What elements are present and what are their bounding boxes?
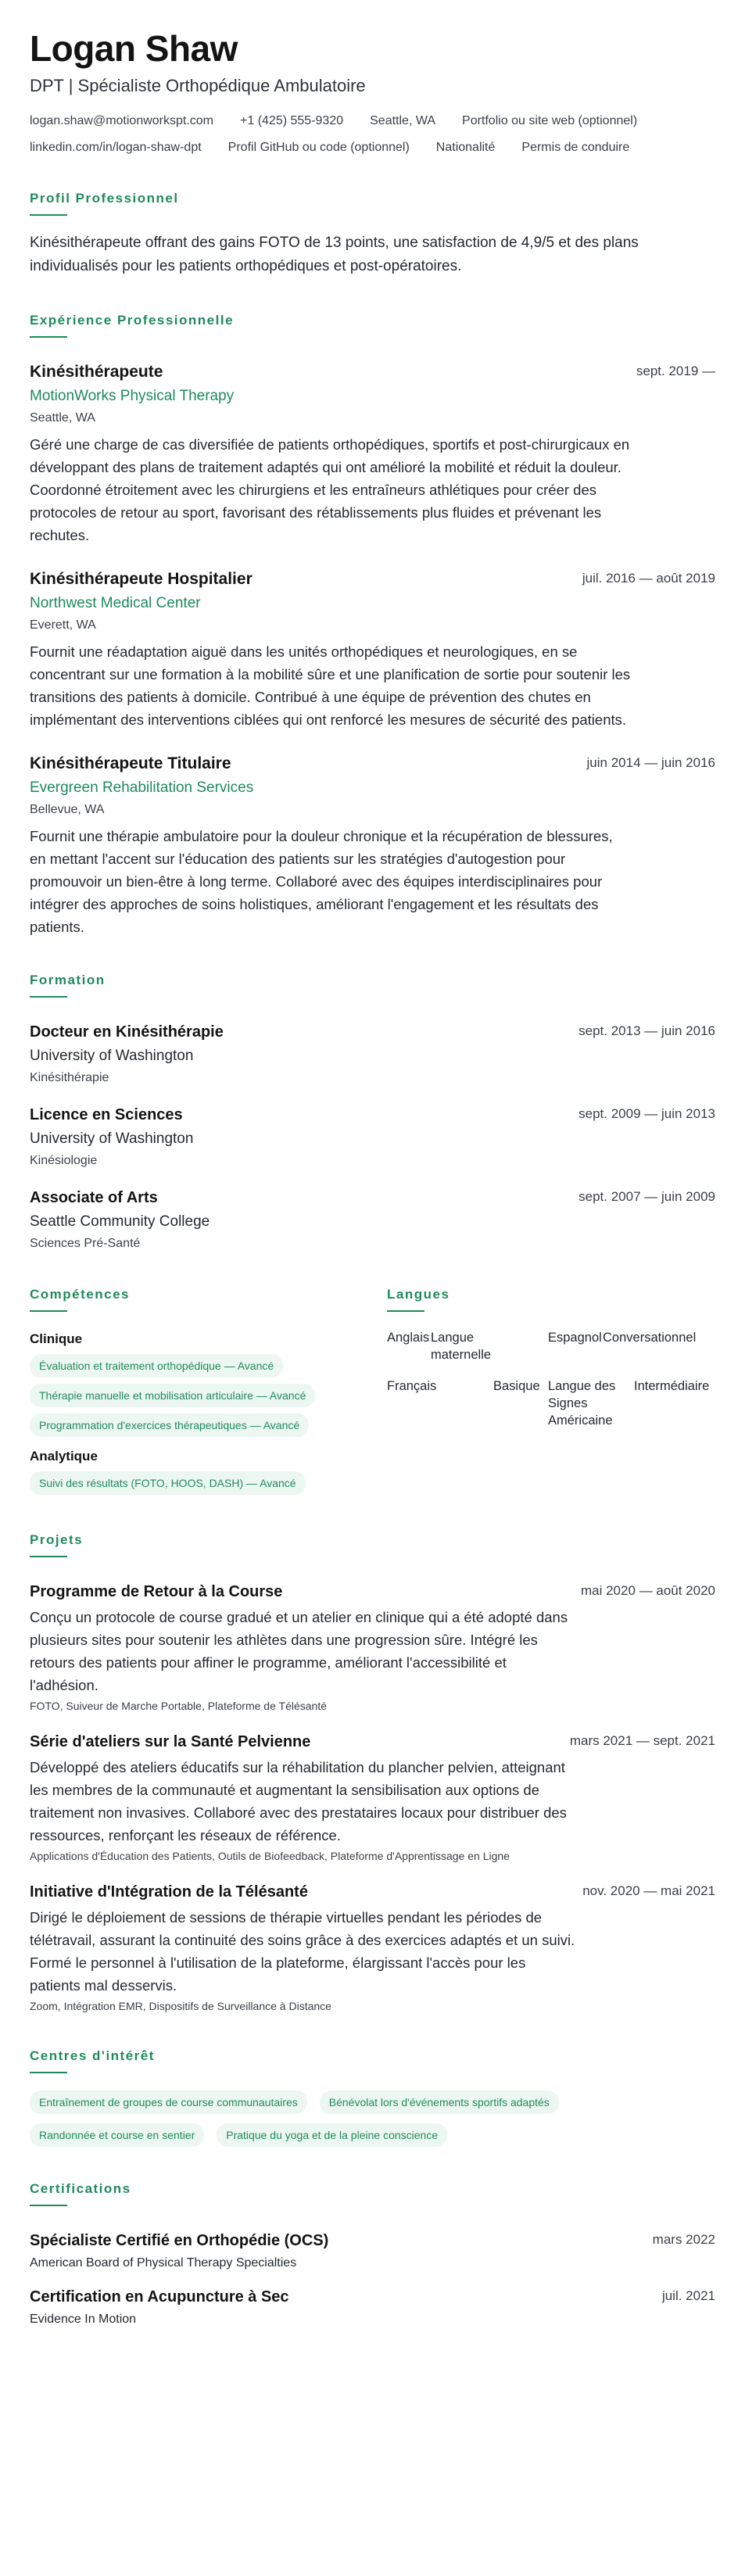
project-name: Série d'ateliers sur la Santé Pelvienne [30, 1733, 311, 1750]
job-dates: juin 2014 — juin 2016 [586, 755, 715, 770]
certifications-section [30, 2181, 715, 2328]
interest-chip: Pratique du yoga et de la pleine conscience [217, 2123, 447, 2147]
section-divider [30, 214, 67, 216]
section-divider [30, 1310, 67, 1312]
contact-nationality: Nationalité [435, 141, 496, 154]
contact-email[interactable]: logan.shaw@motionworkspt.com [30, 114, 214, 127]
education-item [30, 1021, 715, 1087]
school-name: Seattle Community College [30, 1213, 210, 1230]
project-item [30, 1881, 715, 2014]
interest-chip: Entraînement de groupes de course communautaires [30, 2091, 307, 2114]
interest-chip: Randonnée et course en sentier [30, 2123, 204, 2147]
job-description: Fournit une réadaptation aiguë dans les unités orthopédiques et neurologiques, en se concentrant sur une formation à la mobilité sûre et une planification de sortie pour soutenir les transitions des patients à domicile. Contribué à une équipe de prévention des chutes en implémentant des interventions ciblées qui ont renforcé les mesures de sécurité des patients. [30, 643, 631, 728]
section-title-projects: Projets [30, 1532, 84, 1547]
certification-name: Spécialiste Certifié en Orthopédie (OCS) [30, 2232, 329, 2249]
section-divider [30, 2072, 67, 2073]
job-dates: sept. 2019 — [636, 364, 715, 378]
degree-title: Associate of Arts [30, 1189, 158, 1206]
job-role: Kinésithérapeute Titulaire [30, 754, 231, 772]
certification-issuer: American Board of Physical Therapy Specialties [30, 2256, 297, 2270]
skill-chip-list [30, 1471, 387, 1495]
study-field: Sciences Pré-Santé [30, 1237, 141, 1250]
contact-linkedin[interactable]: linkedin.com/in/logan-shaw-dpt [30, 141, 202, 154]
contact-license: Permis de conduire [521, 141, 630, 154]
skills-section [30, 1287, 387, 1501]
languages-section [387, 1287, 715, 1501]
certification-issuer: Evidence In Motion [30, 2313, 137, 2326]
section-title-languages: Langues [387, 1287, 450, 1302]
study-field: Kinésiologie [30, 1154, 98, 1167]
certification-item [30, 2286, 715, 2328]
interests-section [30, 2048, 715, 2147]
skill-chip: Suivi des résultats (FOTO, HOOS, DASH) — Avancé [30, 1471, 306, 1495]
project-dates: mai 2020 — août 2020 [580, 1583, 715, 1598]
experience-section [30, 313, 715, 938]
job-description: Fournit une thérapie ambulatoire pour la douleur chronique et la récupération de blessures, en mettant l'accent sur l'éducation des patients sur les stratégies d'autogestion pour promouvoir un bien-être à long terme. Collaboré avec des équipes interdisciplinaires pour intégrer des approches de soins holistiques, améliorant l'engagement et les résultats des patients. [30, 828, 613, 935]
section-title-interests: Centres d'intérêt [30, 2048, 155, 2063]
skill-chip-list [30, 1354, 387, 1437]
job-company: Northwest Medical Center [30, 595, 201, 611]
section-divider [30, 996, 67, 998]
contact-location: Seattle, WA [370, 114, 436, 127]
education-item [30, 1187, 715, 1252]
education-dates: sept. 2009 — juin 2013 [578, 1106, 715, 1121]
education-dates: sept. 2013 — juin 2016 [578, 1023, 715, 1038]
job-company: MotionWorks Physical Therapy [30, 388, 235, 404]
contact-row-2 [30, 139, 715, 156]
project-description: Développé des ateliers éducatifs sur la réhabilitation du plancher pelvien, atteignant les membres de la communauté et augmentant la sensibilisation aux options de traitement non invasives. Collaboré avec des prestataires locaux pour distribuer des ressources, renforçant les réseaux de référence. [30, 1759, 567, 1843]
section-title-experience: Expérience Professionnelle [30, 313, 235, 328]
school-name: University of Washington [30, 1048, 194, 1064]
degree-title: Licence en Sciences [30, 1106, 183, 1123]
project-description: Conçu un protocole de course gradué et un atelier en clinique qui a été adopté dans plusieurs sites pour soutenir les athlètes dans une progression sûre. Intégré les retours des patients pour affiner le programme, améliorant l'accessibilité et l'adhésion. [30, 1609, 568, 1693]
project-name: Initiative d'Intégration de la Télésanté [30, 1883, 308, 1901]
candidate-headline: DPT | Spécialiste Orthopédique Ambulatoire [30, 76, 366, 95]
language-name: Français [387, 1379, 437, 1393]
interest-chip-row [30, 2123, 715, 2147]
skill-chip: Thérapie manuelle et mobilisation articulaire — Avancé [30, 1384, 315, 1407]
job-location: Seattle, WA [30, 411, 95, 425]
job-dates: juil. 2016 — août 2019 [582, 571, 715, 586]
skills-languages-row [30, 1287, 715, 1501]
language-name: Langue des Signes Américaine [548, 1379, 616, 1428]
section-title-certifications: Certifications [30, 2181, 131, 2196]
job-role: Kinésithérapeute Hospitalier [30, 570, 253, 588]
interest-chip: Bénévolat lors d'événements sportifs adaptés [320, 2091, 559, 2114]
job-location: Everett, WA [30, 618, 96, 632]
project-tools: FOTO, Suiveur de Marche Portable, Plateforme de Télésanté [30, 1700, 328, 1712]
language-level: Conversationnel [603, 1331, 697, 1345]
section-divider [30, 1556, 67, 1557]
project-description: Dirigé le déploiement de sessions de thérapie virtuelles pendant les périodes de télétravail, assurant la continuité des soins grâce à des exercices adaptés et un suivi. Formé le personnel à l'utilisation de la plateforme, élargissant l'accès pour les patients mal desservis. [30, 1909, 575, 1994]
section-title-education: Formation [30, 973, 106, 987]
skill-group-clinical: Clinique [30, 1331, 83, 1346]
skill-chip: Programmation d'exercices thérapeutiques — Avancé [30, 1413, 309, 1437]
certification-name: Certification en Acupuncture à Sec [30, 2288, 289, 2306]
skill-group-analytics: Analytique [30, 1449, 98, 1464]
degree-title: Docteur en Kinésithérapie [30, 1023, 224, 1041]
education-item [30, 1104, 715, 1170]
language-level: Intermédiaire [634, 1379, 710, 1393]
profile-section [30, 191, 715, 278]
education-section [30, 973, 715, 1252]
school-name: University of Washington [30, 1130, 194, 1147]
language-name: Espagnol [548, 1331, 602, 1345]
contact-portfolio[interactable]: Portfolio ou site web (optionnel) [462, 114, 638, 127]
section-title-profile: Profil Professionnel [30, 191, 179, 206]
study-field: Kinésithérapie [30, 1071, 109, 1084]
experience-item [30, 753, 715, 938]
project-item [30, 1731, 715, 1864]
section-divider [387, 1310, 424, 1312]
candidate-name: Logan Shaw [30, 28, 238, 69]
experience-item [30, 568, 715, 731]
job-description: Géré une charge de cas diversifiée de patients orthopédiques, sportifs et post-chirurgicaux en développant des plans de traitement adaptés qui ont amélioré la mobilité et réduit la douleur. Coordonné étroitement avec les chirurgiens et les entraîneurs athlétiques pour créer des protocoles de retour au sport, favorisant des rétablissements plus fluides et prévenant les rechutes. [30, 436, 630, 543]
languages-table [387, 1329, 715, 1429]
job-role: Kinésithérapeute [30, 363, 163, 381]
section-title-skills: Compétences [30, 1287, 130, 1302]
interest-chip-row [30, 2091, 715, 2114]
project-dates: nov. 2020 — mai 2021 [582, 1883, 715, 1898]
project-dates: mars 2021 — sept. 2021 [569, 1733, 715, 1748]
language-row [387, 1329, 715, 1363]
project-item [30, 1581, 715, 1714]
job-company: Evergreen Rehabilitation Services [30, 779, 254, 796]
certification-item [30, 2230, 715, 2272]
experience-item [30, 361, 715, 546]
language-row [387, 1378, 715, 1429]
resume-header [30, 28, 715, 156]
project-tools: Zoom, Intégration EMR, Dispositifs de Surveillance à Distance [30, 2000, 331, 2012]
education-dates: sept. 2007 — juin 2009 [578, 1189, 715, 1204]
skill-chip: Évaluation et traitement orthopédique — Avancé [30, 1354, 283, 1378]
certification-date: juil. 2021 [661, 2288, 715, 2303]
language-level: Basique [493, 1379, 540, 1393]
certification-date: mars 2022 [652, 2232, 715, 2247]
project-name: Programme de Retour à la Course [30, 1583, 283, 1600]
section-divider [30, 336, 67, 338]
section-divider [30, 2205, 67, 2206]
contact-phone[interactable]: +1 (425) 555-9320 [240, 114, 344, 127]
language-level: Langue maternelle [431, 1331, 492, 1362]
language-name: Anglais [387, 1331, 430, 1345]
contact-github[interactable]: Profil GitHub ou code (optionnel) [227, 141, 410, 154]
profile-summary: Kinésithérapeute offrant des gains FOTO de 13 points, une satisfaction de 4,9/5 et des plans individualisés pour les patients orthopédiques et post-opératoires. [30, 235, 639, 274]
job-location: Bellevue, WA [30, 803, 105, 816]
projects-section [30, 1532, 715, 2014]
project-tools: Applications d'Éducation des Patients, Outils de Biofeedback, Plateforme d'Apprentissage en Ligne [30, 1850, 510, 1862]
contact-row-1 [30, 113, 715, 130]
